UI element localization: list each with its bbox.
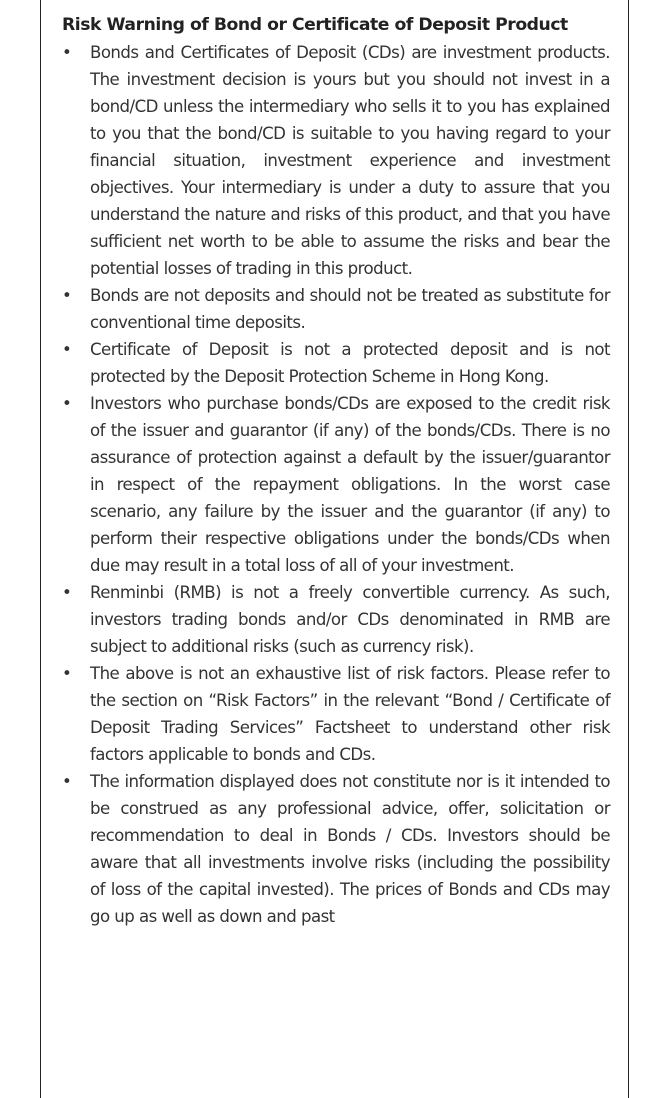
bullet-icon: •: [62, 664, 72, 683]
list-item-text: The information displayed does not constitute nor is it intended to be construed as any professional advice, offer, solicitation or recommendation to deal in Bonds / CDs. Investors should be aware that all investments involve risks (including the possibility of loss of the capital invested). The prices of Bonds and CDs may go up as well as down and past: [90, 772, 610, 926]
risk-warning-title: Risk Warning of Bond or Certificate of Deposit Product: [62, 15, 568, 35]
bullet-icon: •: [62, 340, 72, 359]
list-item: [62, 39, 610, 282]
list-item-text: Renminbi (RMB) is not a freely convertible currency. As such, investors trading bonds and/or CDs denominated in RMB are subject to additional risks (such as currency risk).: [90, 583, 610, 656]
list-item: [62, 768, 610, 930]
bullet-icon: •: [62, 772, 72, 791]
risk-warning-list: [62, 39, 610, 930]
bullet-icon: •: [62, 583, 72, 602]
bullet-icon: •: [62, 394, 72, 413]
list-item: [62, 660, 610, 768]
list-item-text: Bonds are not deposits and should not be treated as substitute for conventional time deposits.: [90, 286, 610, 332]
list-item-text: The above is not an exhaustive list of risk factors. Please refer to the section on “Risk Factors” in the relevant “Bond / Certificate of Deposit Trading Services” Factsheet to understand other risk factors applicable to bonds and CDs.: [90, 664, 610, 764]
list-item: [62, 336, 610, 390]
bullet-icon: •: [62, 43, 72, 62]
list-item-text: Bonds and Certificates of Deposit (CDs) are investment products. The investment decision is yours but you should not invest in a bond/CD unless the intermediary who sells it to you has explained to you that the bond/CD is suitable to you having regard to your financial situation, investment experience and investment objectives. Your intermediary is under a duty to assure that you understand the nature and risks of this product, and that you have sufficient net worth to be able to assume the risks and bear the potential losses of trading in this product.: [90, 43, 610, 278]
list-item: [62, 390, 610, 579]
list-item-text: Investors who purchase bonds/CDs are exposed to the credit risk of the issuer and guarantor (if any) of the bonds/CDs. There is no assurance of protection against a default by the issuer/guarantor in respect of the repayment obligations. In the worst case scenario, any failure by the issuer and the guarantor (if any) to perform their respective obligations under the bonds/CDs when due may result in a total loss of all of your investment.: [90, 394, 610, 575]
list-item-text: Certificate of Deposit is not a protected deposit and is not protected by the Deposit Protection Scheme in Hong Kong.: [90, 340, 610, 386]
list-item: [62, 282, 610, 336]
list-item: [62, 579, 610, 660]
bullet-icon: •: [62, 286, 72, 305]
